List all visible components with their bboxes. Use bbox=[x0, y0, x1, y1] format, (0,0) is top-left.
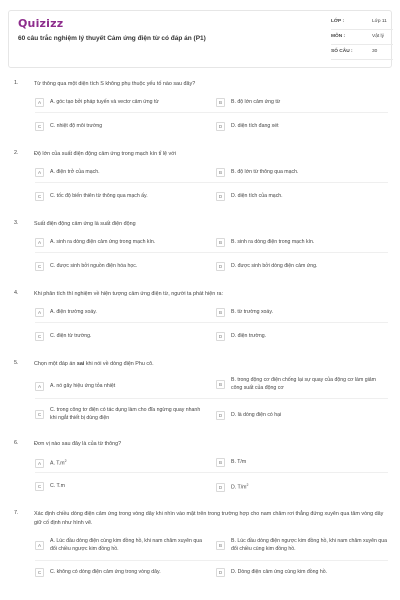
option-divider bbox=[35, 252, 388, 253]
option-text bbox=[50, 458, 67, 468]
quizizz-logo: Quizizz bbox=[18, 17, 64, 30]
option-letter-badge: D bbox=[216, 262, 225, 271]
option-d[interactable] bbox=[216, 192, 388, 201]
option-c[interactable] bbox=[35, 192, 205, 201]
option-text: A. điện trường xoáy. bbox=[50, 308, 97, 315]
option-d[interactable] bbox=[216, 411, 388, 420]
option-b[interactable] bbox=[216, 458, 388, 467]
option-text: B. T/m bbox=[231, 458, 247, 465]
option-letter-badge: D bbox=[216, 122, 225, 131]
option-text: C. không có dòng điện cảm ứng trong vòng dây. bbox=[50, 568, 161, 575]
option-a[interactable] bbox=[35, 538, 205, 553]
option-text: A. điện trở của mạch. bbox=[50, 168, 100, 175]
option-c[interactable] bbox=[35, 122, 205, 131]
option-b[interactable] bbox=[216, 538, 388, 553]
option-letter-badge: A bbox=[35, 541, 44, 550]
option-letter-badge: B bbox=[216, 380, 225, 389]
question-text: Khi phân tích thí nghiệm về hiện tượng cảm ứng điện từ, người ta phát hiện ra: bbox=[34, 291, 224, 297]
question-number: 1. bbox=[14, 80, 19, 86]
option-letter-badge: A bbox=[35, 98, 44, 107]
unit-exponent: 2 bbox=[64, 459, 67, 463]
option-text: C. tốc độ biến thiên từ thông qua mạch ấy. bbox=[50, 192, 148, 199]
meta-row-class bbox=[331, 17, 393, 30]
worksheet-title: 60 câu trắc nghiệm lý thuyết Cảm ứng điện từ có đáp án (P1) bbox=[18, 35, 206, 42]
option-text: D. điện trường. bbox=[231, 332, 267, 339]
option-b[interactable] bbox=[216, 168, 388, 177]
option-d[interactable] bbox=[216, 568, 388, 577]
option-text: B. Lúc đầu dòng điện ngược kim đồng hồ, khi nam châm xuyên qua đổi chiều cùng kim đồng hồ. bbox=[231, 538, 387, 552]
question-number: 5. bbox=[14, 360, 19, 366]
option-c[interactable] bbox=[35, 262, 205, 271]
option-letter-badge: A bbox=[35, 168, 44, 177]
question-text: Đơn vị nào sau đây là của từ thông? bbox=[34, 441, 122, 447]
option-text: A. Lúc đầu dòng điện cùng kim đồng hồ, khi nam châm xuyên qua đổi chiều ngược kim đồng hồ. bbox=[50, 538, 202, 552]
meta-row-count bbox=[331, 47, 393, 60]
option-text: A. sinh ra dòng điện cảm ứng trong mạch kín. bbox=[50, 238, 156, 245]
option-text: D. là dòng điện có hại bbox=[231, 411, 282, 418]
question-number: 2. bbox=[14, 150, 19, 156]
option-text: D. diện tích đang xét bbox=[231, 122, 279, 129]
question-text: Độ lớn của suất điện động cảm ứng trong mạch kín tỉ lệ với bbox=[34, 151, 176, 157]
meta-value: 30 bbox=[372, 49, 378, 54]
option-text: B. độ lớn từ thông qua mạch. bbox=[231, 168, 299, 175]
option-c[interactable] bbox=[35, 482, 205, 491]
option-letter-badge: D bbox=[216, 332, 225, 341]
option-letter-badge: C bbox=[35, 332, 44, 341]
option-d[interactable] bbox=[216, 482, 388, 492]
option-a[interactable] bbox=[35, 308, 205, 317]
unit-text: D. T/m bbox=[231, 484, 247, 491]
option-text: B. từ trường xoáy. bbox=[231, 308, 273, 315]
option-letter-badge: D bbox=[216, 483, 225, 492]
meta-value: Vật lý bbox=[372, 34, 384, 39]
option-d[interactable] bbox=[216, 332, 388, 341]
option-divider bbox=[35, 560, 388, 561]
meta-row-subject bbox=[331, 32, 393, 45]
meta-value: Lớp 11 bbox=[372, 19, 387, 24]
option-divider bbox=[35, 322, 388, 323]
option-divider bbox=[35, 112, 388, 113]
option-text: C. điện từ trường. bbox=[50, 332, 92, 339]
option-text: D. diện tích của mạch. bbox=[231, 192, 283, 199]
option-letter-badge: A bbox=[35, 459, 44, 468]
option-letter-badge: B bbox=[216, 98, 225, 107]
option-b[interactable] bbox=[216, 308, 388, 317]
option-letter-badge: B bbox=[216, 541, 225, 550]
option-divider bbox=[35, 472, 388, 473]
option-divider bbox=[35, 398, 388, 399]
option-letter-badge: A bbox=[35, 238, 44, 247]
option-text: C. nhiệt độ môi trường bbox=[50, 122, 103, 129]
option-letter-badge: A bbox=[35, 382, 44, 391]
option-letter-badge: C bbox=[35, 482, 44, 491]
option-letter-badge: C bbox=[35, 122, 44, 131]
question-text-emphasis: sai bbox=[76, 361, 85, 367]
question-number: 6. bbox=[14, 440, 19, 446]
option-divider bbox=[35, 182, 388, 183]
option-text bbox=[231, 482, 248, 492]
question-text: Xác định chiều dòng điện cảm ứng trong vòng dây khi nhìn vào mặt trên trong trường hợp cho nam châm rơi thẳng đứng xuyên qua tâm vòng dây giữ cố định như hình vẽ. bbox=[34, 511, 384, 526]
option-d[interactable] bbox=[216, 122, 388, 131]
option-a[interactable] bbox=[35, 238, 205, 247]
option-letter-badge: B bbox=[216, 458, 225, 467]
option-a[interactable] bbox=[35, 168, 205, 177]
option-c[interactable] bbox=[35, 568, 205, 577]
meta-key: SỐ CÂU : bbox=[331, 49, 353, 54]
option-letter-badge: D bbox=[216, 568, 225, 577]
question-text-end: khi nói về dòng điện Phu cô. bbox=[84, 361, 154, 367]
option-b[interactable] bbox=[216, 98, 388, 107]
option-c[interactable] bbox=[35, 332, 205, 341]
question-text: Suất điện động cảm ứng là suất điện động bbox=[34, 221, 136, 227]
question-number: 4. bbox=[14, 290, 19, 296]
worksheet-header bbox=[8, 10, 392, 68]
option-text: A. góc tạo bởi pháp tuyến và vectơ cảm ứng từ bbox=[50, 98, 159, 105]
option-b[interactable] bbox=[216, 377, 388, 392]
question-number: 3. bbox=[14, 220, 19, 226]
option-d[interactable] bbox=[216, 262, 388, 271]
option-letter-badge: D bbox=[216, 411, 225, 420]
question-text-start: Chọn một đáp án bbox=[34, 361, 77, 367]
option-text: B. độ lớn cảm ứng từ bbox=[231, 98, 281, 105]
option-letter-badge: D bbox=[216, 192, 225, 201]
option-text: D. Dòng điện cảm ứng cùng kim đồng hồ. bbox=[231, 568, 328, 575]
option-letter-badge: C bbox=[35, 410, 44, 419]
option-b[interactable] bbox=[216, 238, 388, 247]
option-letter-badge: B bbox=[216, 168, 225, 177]
question-number: 7. bbox=[14, 510, 19, 516]
question-text: Từ thông qua một diện tích S không phụ thuộc yếu tố nào sau đây? bbox=[34, 81, 196, 87]
option-text: D. được sinh bởi dòng điện cảm ứng. bbox=[231, 262, 318, 269]
meta-key: MÔN : bbox=[331, 34, 346, 39]
unit-text: A. T.m bbox=[50, 460, 65, 467]
option-a[interactable] bbox=[35, 98, 205, 107]
option-letter-badge: A bbox=[35, 308, 44, 317]
option-a[interactable] bbox=[35, 458, 205, 468]
option-a[interactable] bbox=[35, 382, 205, 391]
unit-exponent: 2 bbox=[246, 483, 249, 487]
option-text: A. nó gây hiệu ứng tỏa nhiệt bbox=[50, 382, 116, 389]
option-text: C. được sinh bởi nguồn điện hóa học. bbox=[50, 262, 138, 269]
option-letter-badge: C bbox=[35, 192, 44, 201]
worksheet-meta bbox=[331, 17, 393, 62]
option-letter-badge: C bbox=[35, 568, 44, 577]
option-text: B. trong động cơ điện chống lại sự quay của động cơ làm giảm công suất của động cơ bbox=[231, 377, 376, 391]
option-letter-badge: C bbox=[35, 262, 44, 271]
option-text: C. trong công tơ điện có tác dụng làm cho đĩa ngừng quay nhanh khi ngắt thiết bị dùng điện bbox=[50, 407, 201, 421]
meta-key: LỚP : bbox=[331, 19, 345, 24]
option-c[interactable] bbox=[35, 407, 205, 422]
option-text: B. sinh ra dòng điện trong mạch kín. bbox=[231, 238, 315, 245]
question-text bbox=[34, 360, 384, 369]
option-letter-badge: B bbox=[216, 308, 225, 317]
option-text: C. T.m bbox=[50, 482, 65, 489]
option-letter-badge: B bbox=[216, 238, 225, 247]
